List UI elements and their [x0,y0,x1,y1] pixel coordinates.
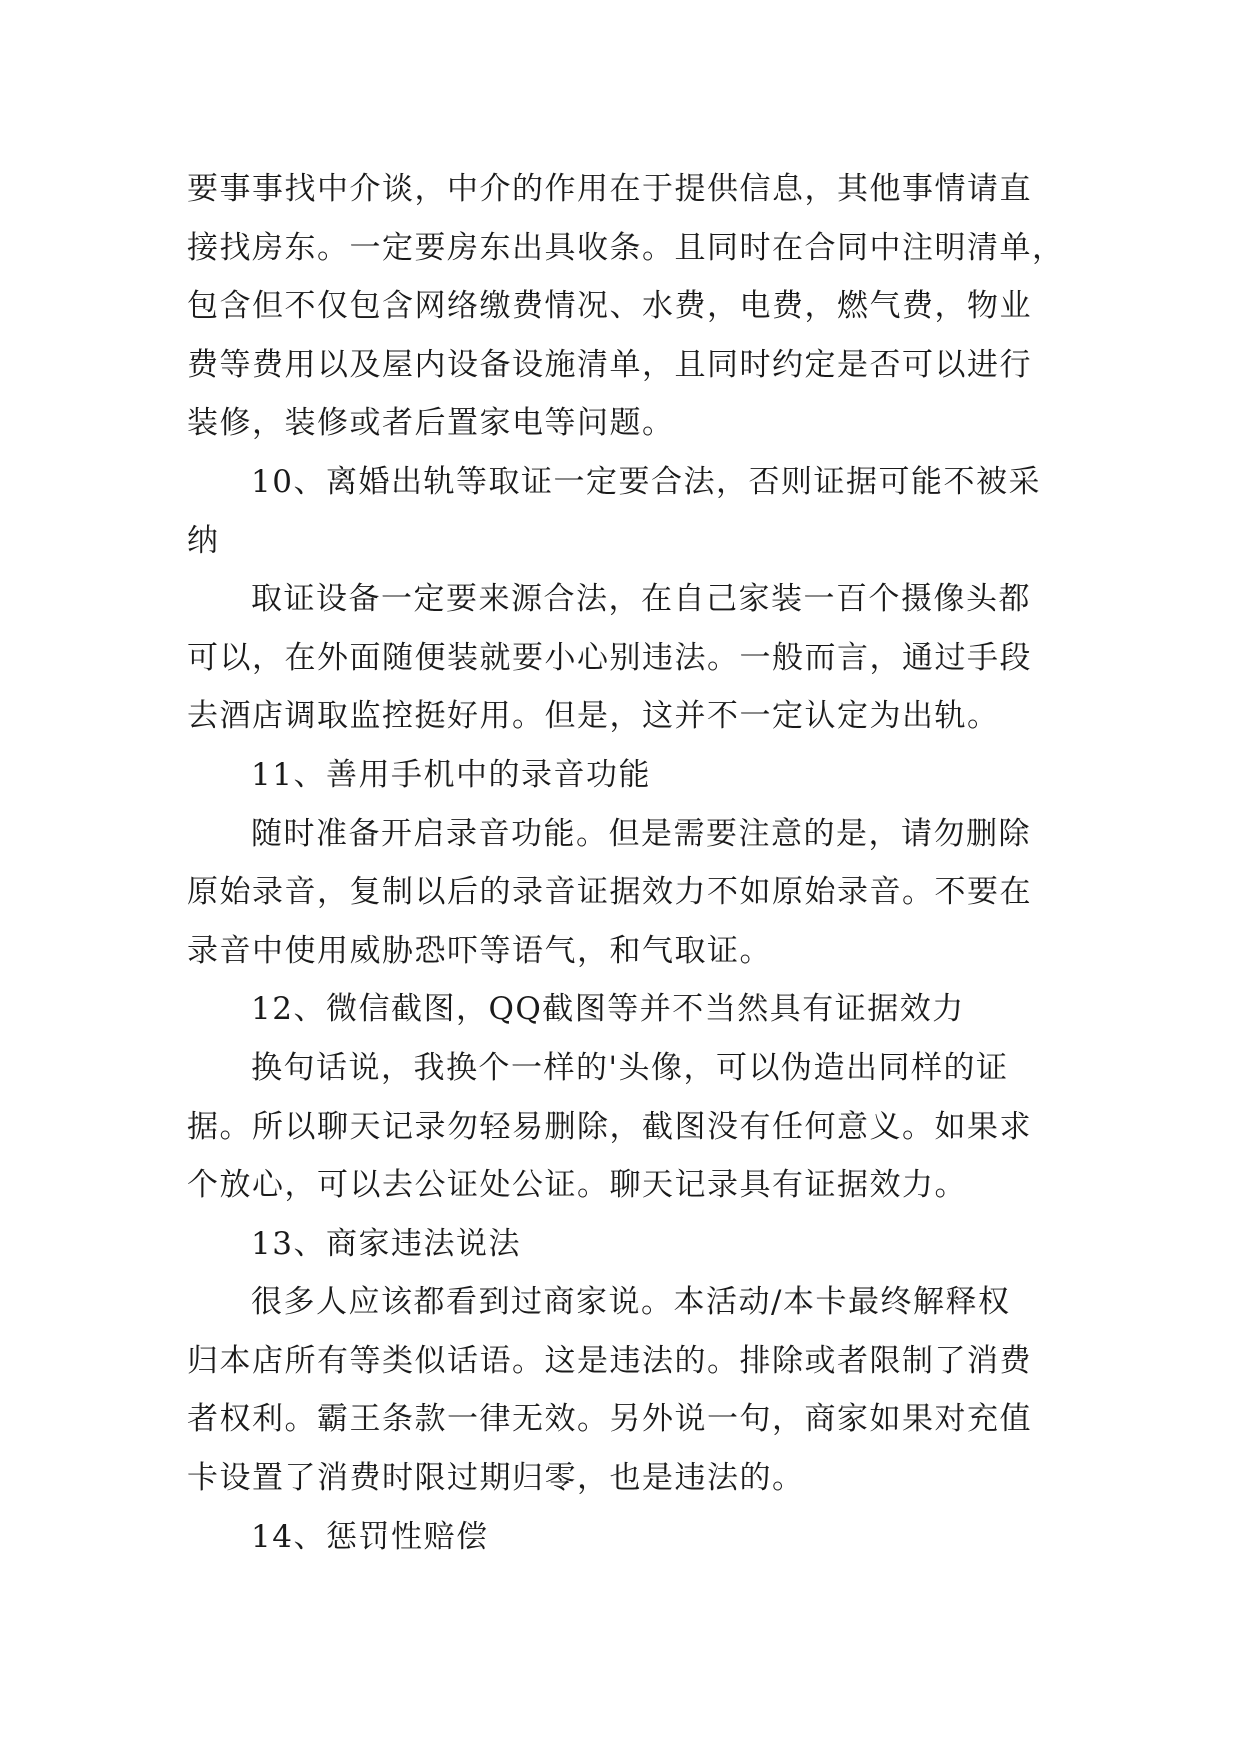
text-line: 归本店所有等类似话语。这是违法的。排除或者限制了消费 [187,1342,1032,1379]
text-line: 据。所以聊天记录勿轻易删除，截图没有任何意义。如果求 [187,1108,1032,1145]
section-heading-12: 12、微信截图，QQ截图等并不当然具有证据效力 [251,991,965,1028]
section-heading-13: 13、商家违法说法 [251,1225,521,1262]
text-line: 费等费用以及屋内设备设施清单，且同时约定是否可以进行 [187,346,1032,383]
paragraph-start: 随时准备开启录音功能。但是需要注意的是，请勿删除 [251,815,1031,852]
paragraph-start: 取证设备一定要来源合法，在自己家装一百个摄像头都 [251,581,1031,618]
text-line: 原始录音，复制以后的录音证据效力不如原始录音。不要在 [187,874,1032,911]
text-line: 要事事找中介谈，中介的作用在于提供信息，其他事情请直 [187,171,1032,207]
section-heading-11: 11、善用手机中的录音功能 [251,756,651,793]
text-line: 纳 [187,522,220,559]
document-body [187,160,1065,1566]
paragraph-start: 换句话说，我换个一样的'头像，可以伪造出同样的证 [251,1049,1009,1086]
text-line: 装修，装修或者后置家电等问题。 [187,405,675,442]
text-line: 接找房东。一定要房东出具收条。且同时在合同中注明清单， [187,229,1065,266]
section-heading-14: 14、惩罚性赔偿 [251,1518,489,1555]
section-heading-10: 10、离婚出轨等取证一定要合法，否则证据可能不被采 [251,463,1041,500]
text-line: 个放心，可以去公证处公证。聊天记录具有证据效力。 [187,1167,967,1204]
text-line: 包含但不仅包含网络缴费情况、水费，电费，燃气费，物业 [187,288,1032,325]
paragraph-start: 很多人应该都看到过商家说。本活动/本卡最终解释权 [251,1284,1011,1321]
text-line: 录音中使用威胁恐吓等语气，和气取证。 [187,932,772,969]
text-line: 卡设置了消费时限过期归零，也是违法的。 [187,1460,805,1497]
text-line: 可以，在外面随便装就要小心别违法。一般而言，通过手段 [187,639,1032,676]
text-line: 者权利。霸王条款一律无效。另外说一句，商家如果对充值 [187,1401,1032,1438]
text-line: 去酒店调取监控挺好用。但是，这并不一定认定为出轨。 [187,698,1000,735]
